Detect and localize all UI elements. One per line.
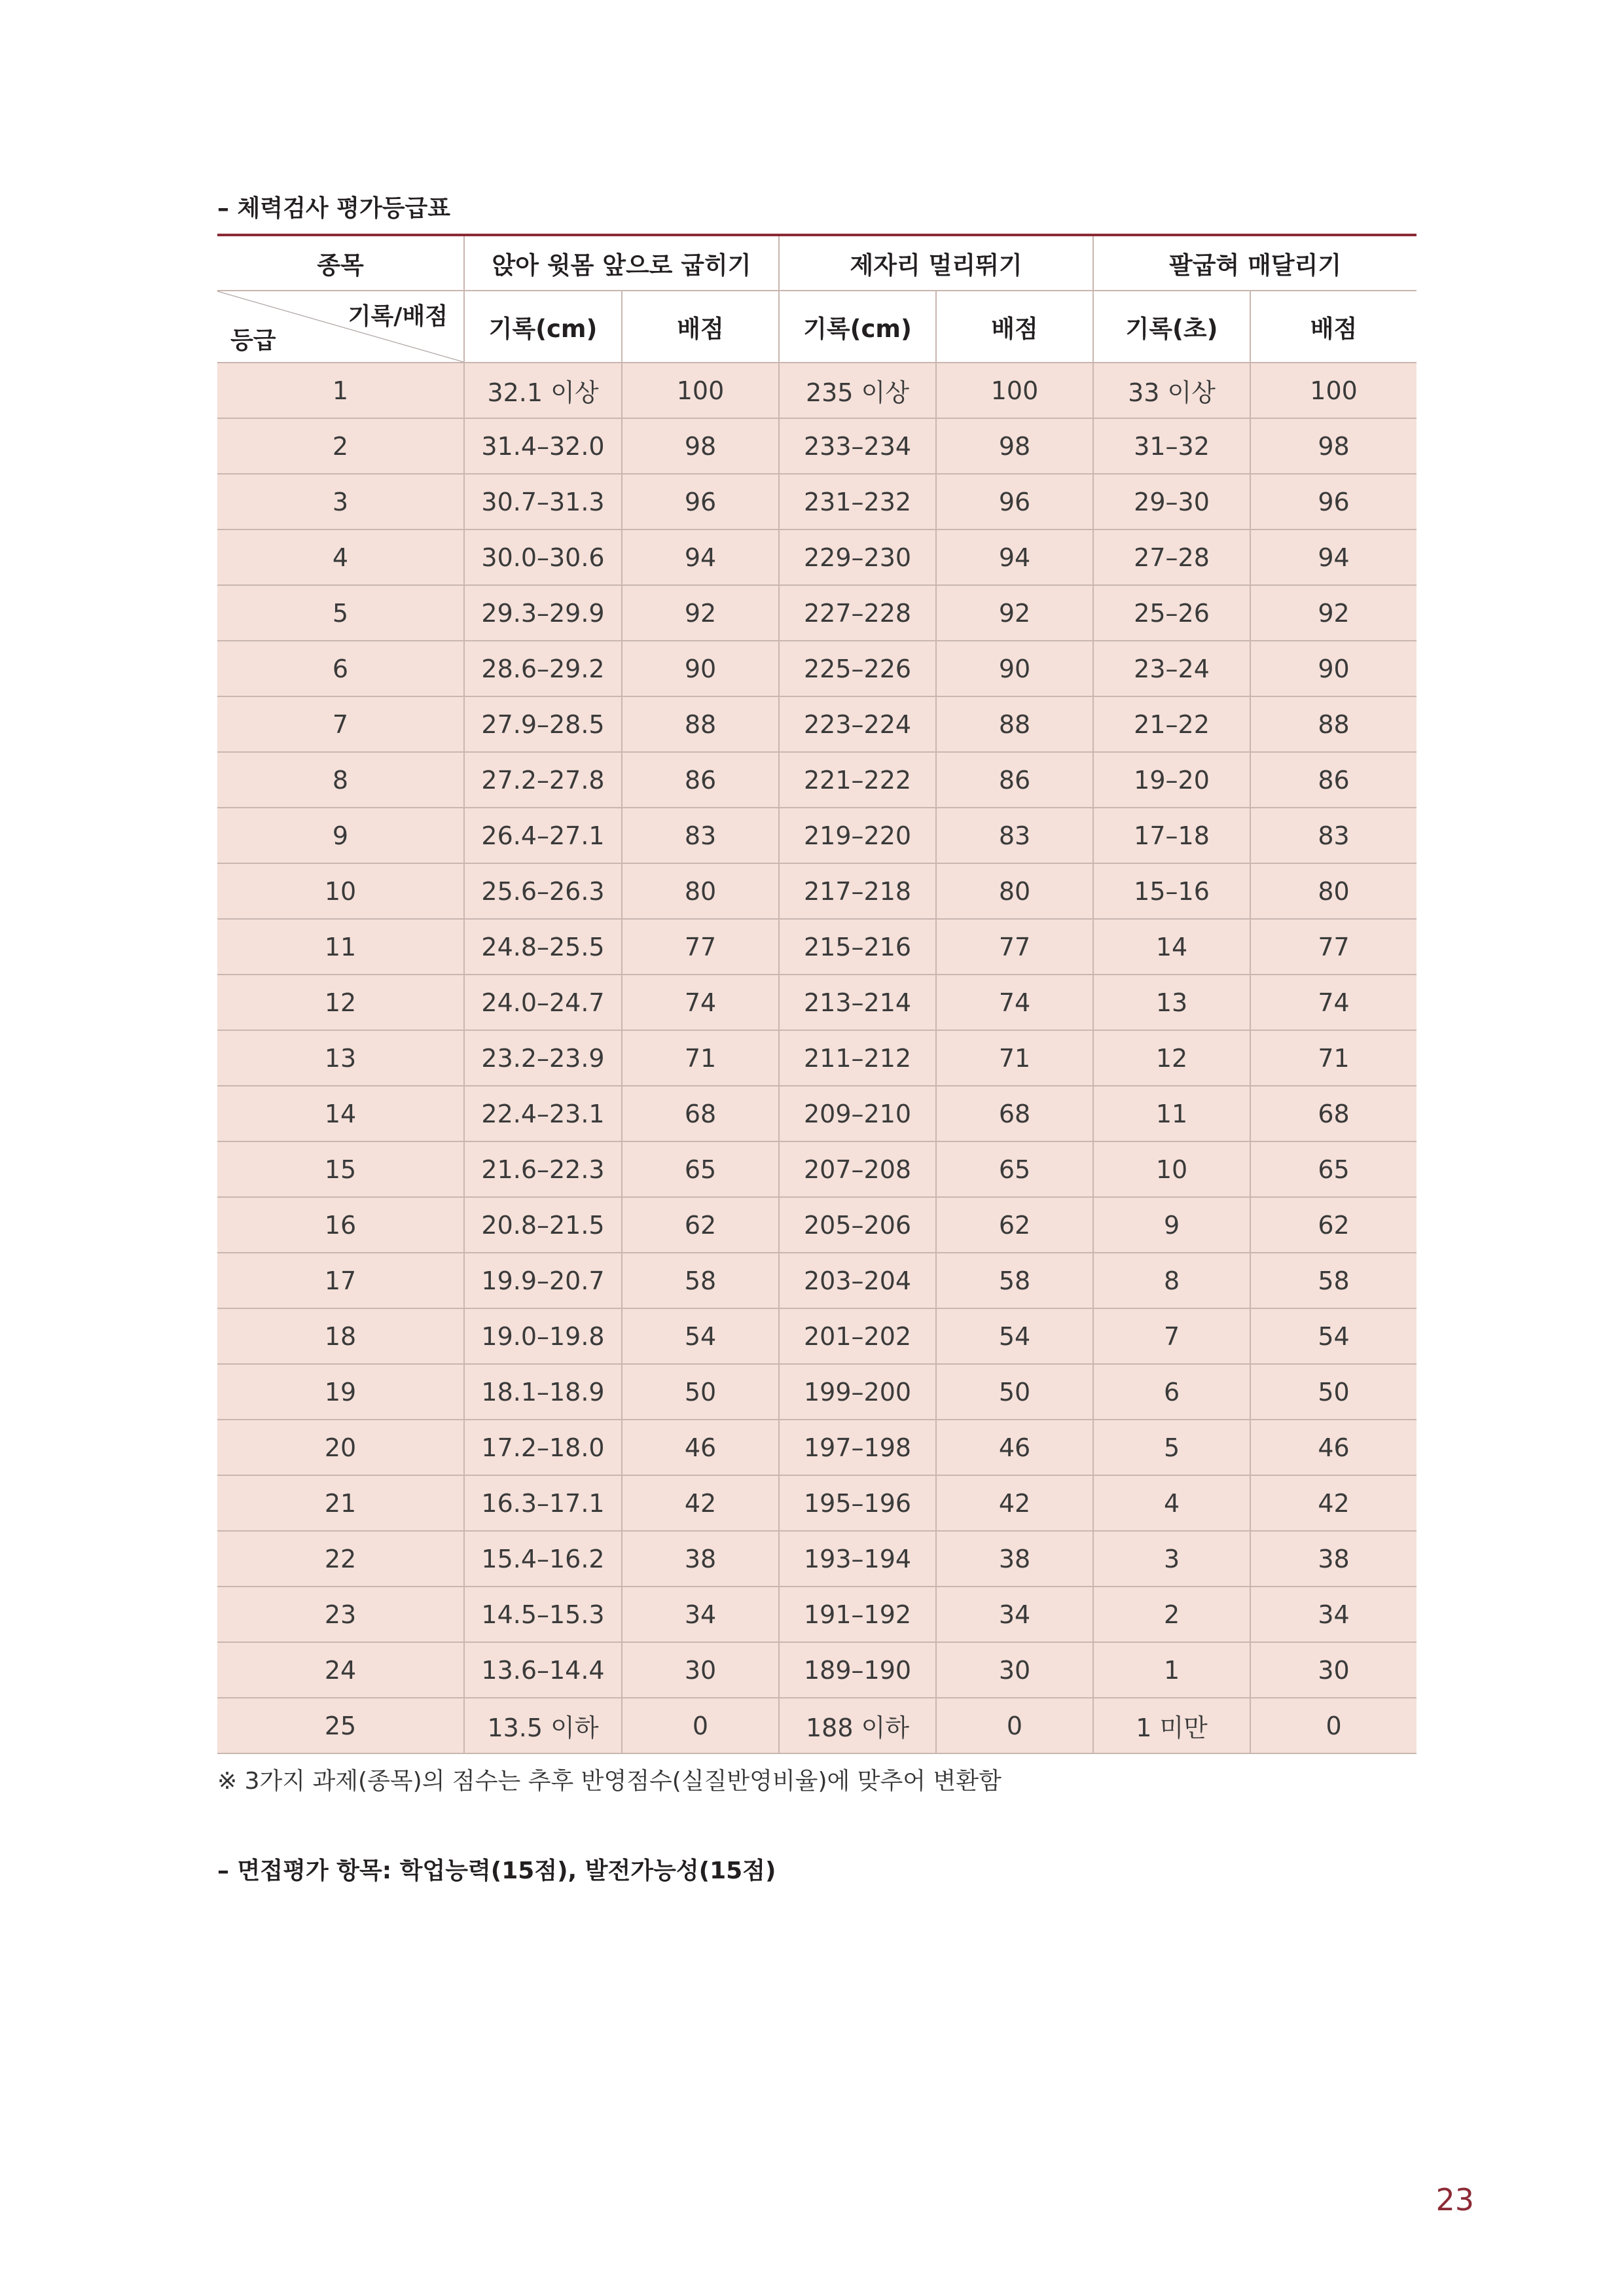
cell-grade: 11 — [217, 919, 464, 975]
cell-long-jump-record: 191–192 — [779, 1587, 936, 1642]
cell-sit-reach-record: 20.8–21.5 — [464, 1197, 622, 1253]
cell-long-jump-record: 201–202 — [779, 1308, 936, 1364]
cell-hang-record: 9 — [1093, 1197, 1250, 1253]
cell-sit-reach-record: 30.7–31.3 — [464, 474, 622, 529]
cell-long-jump-score: 34 — [936, 1587, 1093, 1642]
cell-sit-reach-score: 58 — [622, 1253, 779, 1308]
cell-sit-reach-record: 14.5–15.3 — [464, 1587, 622, 1642]
cell-sit-reach-score: 38 — [622, 1531, 779, 1587]
cell-hang-score: 77 — [1250, 919, 1416, 975]
table-row — [217, 418, 1416, 474]
table-row — [217, 1364, 1416, 1420]
cell-grade: 20 — [217, 1420, 464, 1475]
cell-grade: 7 — [217, 696, 464, 752]
table-row — [217, 529, 1416, 585]
cell-sit-reach-record: 25.6–26.3 — [464, 863, 622, 919]
cell-sit-reach-score: 94 — [622, 529, 779, 585]
cell-grade: 15 — [217, 1141, 464, 1197]
cell-hang-score: 65 — [1250, 1141, 1416, 1197]
cell-sit-reach-score: 50 — [622, 1364, 779, 1420]
cell-sit-reach-score: 34 — [622, 1587, 779, 1642]
cell-sit-reach-score: 86 — [622, 752, 779, 808]
cell-long-jump-record: 188 이하 — [779, 1698, 936, 1753]
header-record-cm-sit-reach: 기록(cm) — [464, 291, 622, 363]
cell-grade: 2 — [217, 418, 464, 474]
cell-sit-reach-record: 26.4–27.1 — [464, 808, 622, 863]
cell-sit-reach-score: 62 — [622, 1197, 779, 1253]
cell-hang-record: 6 — [1093, 1364, 1250, 1420]
cell-hang-record: 17–18 — [1093, 808, 1250, 863]
header-standing-long-jump: 제자리 멀리뛰기 — [779, 235, 1093, 291]
cell-sit-reach-score: 68 — [622, 1086, 779, 1141]
cell-long-jump-record: 217–218 — [779, 863, 936, 919]
cell-long-jump-score: 62 — [936, 1197, 1093, 1253]
cell-sit-reach-record: 22.4–23.1 — [464, 1086, 622, 1141]
table-row — [217, 1587, 1416, 1642]
cell-long-jump-record: 193–194 — [779, 1531, 936, 1587]
cell-long-jump-record: 233–234 — [779, 418, 936, 474]
cell-long-jump-record: 207–208 — [779, 1141, 936, 1197]
cell-sit-reach-record: 27.2–27.8 — [464, 752, 622, 808]
header-score-hang: 배점 — [1250, 291, 1416, 363]
cell-sit-reach-score: 77 — [622, 919, 779, 975]
cell-hang-record: 3 — [1093, 1531, 1250, 1587]
cell-sit-reach-score: 88 — [622, 696, 779, 752]
cell-grade: 23 — [217, 1587, 464, 1642]
cell-hang-record: 1 — [1093, 1642, 1250, 1698]
table-row — [217, 1086, 1416, 1141]
cell-hang-record: 21–22 — [1093, 696, 1250, 752]
cell-hang-record: 15–16 — [1093, 863, 1250, 919]
header-corner-cell — [217, 291, 464, 363]
cell-sit-reach-score: 71 — [622, 1030, 779, 1086]
header-score-long-jump: 배점 — [936, 291, 1093, 363]
cell-sit-reach-record: 13.6–14.4 — [464, 1642, 622, 1698]
fitness-grade-table — [217, 234, 1416, 1754]
cell-long-jump-score: 86 — [936, 752, 1093, 808]
cell-hang-score: 71 — [1250, 1030, 1416, 1086]
cell-long-jump-score: 54 — [936, 1308, 1093, 1364]
table-row — [217, 919, 1416, 975]
cell-grade: 1 — [217, 363, 464, 418]
table-row — [217, 474, 1416, 529]
cell-grade: 10 — [217, 863, 464, 919]
cell-hang-record: 29–30 — [1093, 474, 1250, 529]
cell-long-jump-score: 77 — [936, 919, 1093, 975]
cell-hang-score: 88 — [1250, 696, 1416, 752]
cell-hang-score: 80 — [1250, 863, 1416, 919]
table-row — [217, 1141, 1416, 1197]
cell-long-jump-score: 65 — [936, 1141, 1093, 1197]
cell-long-jump-record: 229–230 — [779, 529, 936, 585]
cell-hang-score: 34 — [1250, 1587, 1416, 1642]
corner-label-grade: 등급 — [230, 327, 276, 354]
cell-sit-reach-record: 23.2–23.9 — [464, 1030, 622, 1086]
cell-long-jump-record: 225–226 — [779, 641, 936, 696]
cell-hang-record: 12 — [1093, 1030, 1250, 1086]
cell-long-jump-record: 209–210 — [779, 1086, 936, 1141]
cell-hang-score: 98 — [1250, 418, 1416, 474]
cell-hang-record: 25–26 — [1093, 585, 1250, 641]
cell-sit-reach-score: 0 — [622, 1698, 779, 1753]
table-row — [217, 975, 1416, 1030]
cell-grade: 9 — [217, 808, 464, 863]
table-row — [217, 1531, 1416, 1587]
table-row — [217, 1420, 1416, 1475]
cell-long-jump-score: 30 — [936, 1642, 1093, 1698]
cell-grade: 13 — [217, 1030, 464, 1086]
cell-long-jump-score: 83 — [936, 808, 1093, 863]
header-record-sec-hang: 기록(초) — [1093, 291, 1250, 363]
cell-hang-score: 0 — [1250, 1698, 1416, 1753]
table-header-row-events — [217, 235, 1416, 291]
cell-sit-reach-score: 96 — [622, 474, 779, 529]
cell-long-jump-record: 223–224 — [779, 696, 936, 752]
cell-hang-score: 54 — [1250, 1308, 1416, 1364]
table-row — [217, 1642, 1416, 1698]
header-event: 종목 — [217, 235, 464, 291]
cell-long-jump-record: 203–204 — [779, 1253, 936, 1308]
cell-long-jump-score: 80 — [936, 863, 1093, 919]
cell-long-jump-record: 211–212 — [779, 1030, 936, 1086]
cell-hang-score: 74 — [1250, 975, 1416, 1030]
cell-long-jump-record: 213–214 — [779, 975, 936, 1030]
section-heading-interview-items: – 면접평가 항목: 학업능력(15점), 발전가능성(15점) — [217, 1857, 776, 1884]
cell-grade: 18 — [217, 1308, 464, 1364]
cell-long-jump-score: 68 — [936, 1086, 1093, 1141]
cell-sit-reach-score: 30 — [622, 1642, 779, 1698]
cell-long-jump-record: 215–216 — [779, 919, 936, 975]
cell-grade: 21 — [217, 1475, 464, 1531]
cell-hang-score: 68 — [1250, 1086, 1416, 1141]
header-score-sit-reach: 배점 — [622, 291, 779, 363]
table-row — [217, 1698, 1416, 1753]
cell-hang-score: 90 — [1250, 641, 1416, 696]
cell-sit-reach-record: 31.4–32.0 — [464, 418, 622, 474]
header-sit-and-reach: 앉아 윗몸 앞으로 굽히기 — [464, 235, 779, 291]
cell-hang-score: 96 — [1250, 474, 1416, 529]
cell-hang-score: 50 — [1250, 1364, 1416, 1420]
cell-long-jump-record: 227–228 — [779, 585, 936, 641]
cell-sit-reach-score: 98 — [622, 418, 779, 474]
cell-long-jump-score: 0 — [936, 1698, 1093, 1753]
cell-hang-score: 46 — [1250, 1420, 1416, 1475]
cell-grade: 4 — [217, 529, 464, 585]
cell-sit-reach-score: 42 — [622, 1475, 779, 1531]
cell-sit-reach-score: 65 — [622, 1141, 779, 1197]
cell-sit-reach-score: 46 — [622, 1420, 779, 1475]
table-row — [217, 1197, 1416, 1253]
cell-long-jump-record: 195–196 — [779, 1475, 936, 1531]
cell-hang-record: 33 이상 — [1093, 363, 1250, 418]
table-body — [217, 363, 1416, 1753]
cell-sit-reach-record: 28.6–29.2 — [464, 641, 622, 696]
cell-sit-reach-record: 32.1 이상 — [464, 363, 622, 418]
cell-hang-score: 94 — [1250, 529, 1416, 585]
cell-hang-record: 10 — [1093, 1141, 1250, 1197]
cell-hang-score: 30 — [1250, 1642, 1416, 1698]
cell-hang-score: 86 — [1250, 752, 1416, 808]
table-row — [217, 1475, 1416, 1531]
cell-long-jump-record: 235 이상 — [779, 363, 936, 418]
cell-sit-reach-record: 17.2–18.0 — [464, 1420, 622, 1475]
cell-long-jump-record: 205–206 — [779, 1197, 936, 1253]
header-record-cm-long-jump: 기록(cm) — [779, 291, 936, 363]
cell-sit-reach-record: 18.1–18.9 — [464, 1364, 622, 1420]
cell-long-jump-record: 221–222 — [779, 752, 936, 808]
table-row — [217, 696, 1416, 752]
cell-hang-record: 27–28 — [1093, 529, 1250, 585]
cell-long-jump-score: 96 — [936, 474, 1093, 529]
cell-hang-record: 5 — [1093, 1420, 1250, 1475]
cell-long-jump-record: 189–190 — [779, 1642, 936, 1698]
cell-sit-reach-record: 24.0–24.7 — [464, 975, 622, 1030]
corner-label-record-score: 기록/배점 — [348, 303, 448, 330]
conversion-note: ※ 3가지 과제(종목)의 점수는 추후 반영점수(실질반영비율)에 맞추어 변환함 — [217, 1768, 1001, 1795]
cell-hang-record: 14 — [1093, 919, 1250, 975]
cell-grade: 6 — [217, 641, 464, 696]
table-row — [217, 363, 1416, 418]
cell-sit-reach-record: 30.0–30.6 — [464, 529, 622, 585]
table-header-row-columns — [217, 291, 1416, 363]
cell-sit-reach-record: 13.5 이하 — [464, 1698, 622, 1753]
cell-sit-reach-record: 19.9–20.7 — [464, 1253, 622, 1308]
cell-long-jump-score: 98 — [936, 418, 1093, 474]
cell-hang-record: 31–32 — [1093, 418, 1250, 474]
cell-hang-record: 23–24 — [1093, 641, 1250, 696]
cell-grade: 8 — [217, 752, 464, 808]
cell-long-jump-score: 74 — [936, 975, 1093, 1030]
cell-sit-reach-score: 100 — [622, 363, 779, 418]
section-heading-fitness-grade-table: – 체력검사 평가등급표 — [217, 195, 451, 222]
header-flexed-arm-hang: 팔굽혀 매달리기 — [1093, 235, 1416, 291]
cell-grade: 17 — [217, 1253, 464, 1308]
table-row — [217, 1030, 1416, 1086]
cell-sit-reach-record: 21.6–22.3 — [464, 1141, 622, 1197]
cell-long-jump-record: 199–200 — [779, 1364, 936, 1420]
cell-hang-score: 38 — [1250, 1531, 1416, 1587]
cell-sit-reach-score: 80 — [622, 863, 779, 919]
cell-hang-record: 13 — [1093, 975, 1250, 1030]
table-row — [217, 863, 1416, 919]
cell-sit-reach-score: 92 — [622, 585, 779, 641]
cell-long-jump-score: 94 — [936, 529, 1093, 585]
cell-hang-score: 92 — [1250, 585, 1416, 641]
cell-sit-reach-score: 90 — [622, 641, 779, 696]
cell-long-jump-score: 58 — [936, 1253, 1093, 1308]
cell-grade: 14 — [217, 1086, 464, 1141]
cell-hang-record: 1 미만 — [1093, 1698, 1250, 1753]
cell-long-jump-score: 90 — [936, 641, 1093, 696]
cell-hang-record: 4 — [1093, 1475, 1250, 1531]
cell-sit-reach-record: 15.4–16.2 — [464, 1531, 622, 1587]
cell-long-jump-score: 88 — [936, 696, 1093, 752]
cell-grade: 5 — [217, 585, 464, 641]
cell-sit-reach-score: 74 — [622, 975, 779, 1030]
cell-hang-score: 42 — [1250, 1475, 1416, 1531]
cell-hang-score: 100 — [1250, 363, 1416, 418]
cell-long-jump-score: 71 — [936, 1030, 1093, 1086]
cell-grade: 22 — [217, 1531, 464, 1587]
table-row — [217, 1308, 1416, 1364]
cell-long-jump-record: 219–220 — [779, 808, 936, 863]
cell-hang-record: 11 — [1093, 1086, 1250, 1141]
cell-hang-record: 19–20 — [1093, 752, 1250, 808]
cell-grade: 3 — [217, 474, 464, 529]
cell-sit-reach-record: 27.9–28.5 — [464, 696, 622, 752]
cell-long-jump-score: 42 — [936, 1475, 1093, 1531]
cell-grade: 19 — [217, 1364, 464, 1420]
cell-hang-score: 83 — [1250, 808, 1416, 863]
cell-grade: 12 — [217, 975, 464, 1030]
table-row — [217, 752, 1416, 808]
cell-long-jump-score: 50 — [936, 1364, 1093, 1420]
cell-long-jump-score: 92 — [936, 585, 1093, 641]
cell-sit-reach-record: 24.8–25.5 — [464, 919, 622, 975]
cell-sit-reach-score: 83 — [622, 808, 779, 863]
cell-long-jump-record: 231–232 — [779, 474, 936, 529]
cell-long-jump-score: 100 — [936, 363, 1093, 418]
cell-hang-score: 58 — [1250, 1253, 1416, 1308]
table-row — [217, 641, 1416, 696]
cell-sit-reach-score: 54 — [622, 1308, 779, 1364]
cell-long-jump-record: 197–198 — [779, 1420, 936, 1475]
cell-hang-record: 7 — [1093, 1308, 1250, 1364]
cell-long-jump-score: 46 — [936, 1420, 1093, 1475]
cell-grade: 24 — [217, 1642, 464, 1698]
cell-grade: 16 — [217, 1197, 464, 1253]
table-row — [217, 585, 1416, 641]
table-row — [217, 1253, 1416, 1308]
table-row — [217, 808, 1416, 863]
cell-grade: 25 — [217, 1698, 464, 1753]
cell-sit-reach-record: 19.0–19.8 — [464, 1308, 622, 1364]
cell-sit-reach-record: 29.3–29.9 — [464, 585, 622, 641]
cell-sit-reach-record: 16.3–17.1 — [464, 1475, 622, 1531]
cell-hang-record: 8 — [1093, 1253, 1250, 1308]
cell-long-jump-score: 38 — [936, 1531, 1093, 1587]
cell-hang-record: 2 — [1093, 1587, 1250, 1642]
cell-hang-score: 62 — [1250, 1197, 1416, 1253]
page-number: 23 — [1435, 2182, 1474, 2217]
